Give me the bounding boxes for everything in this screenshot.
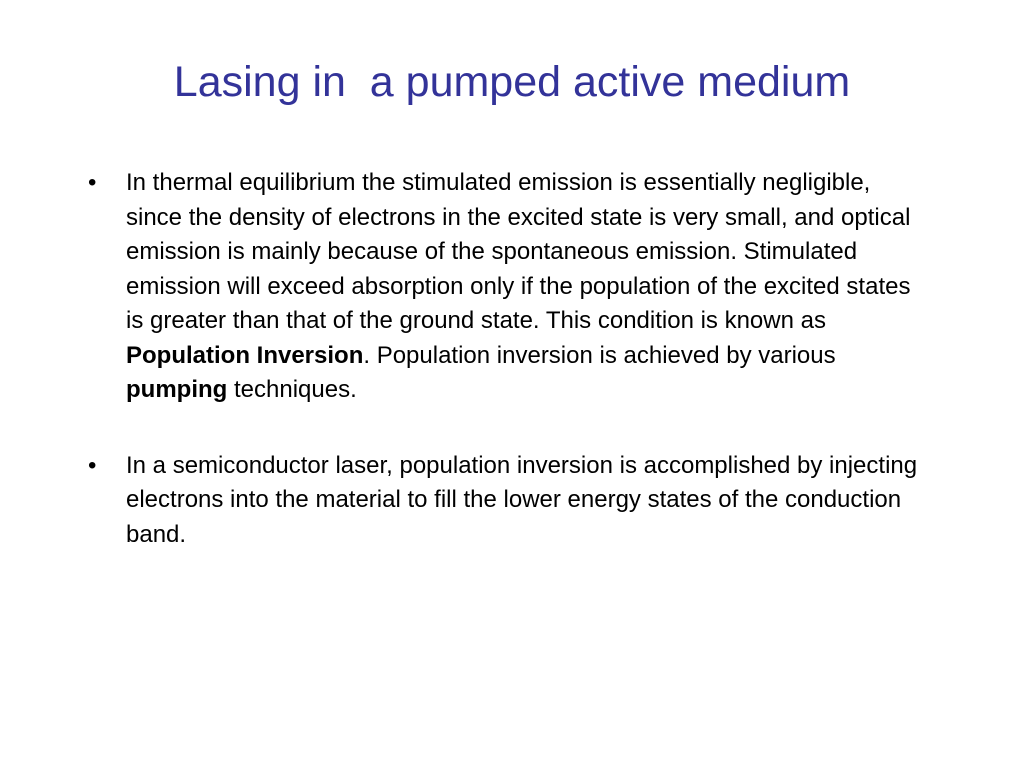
bullet-text-continued: . Population inversion is achieved by various xyxy=(363,341,836,369)
bold-term-pumping: pumping xyxy=(126,376,228,403)
bullet-point-icon: • xyxy=(88,169,97,196)
bullet-point-icon: • xyxy=(88,451,97,479)
bullet-list xyxy=(88,166,928,552)
bullet-item-thermal-equilibrium xyxy=(88,166,928,408)
bullet-text: In a semiconductor laser, population inversion is accomplished by injecting electrons into the material to fill the lower energy states of the conduction band. xyxy=(126,451,918,548)
bold-term-population-inversion: Population Inversion xyxy=(126,341,364,369)
bullet-text-end: techniques. xyxy=(227,376,357,403)
bullet-text: In thermal equilibrium the stimulated emission is essentially negligible, since the density of electrons in the excited state is very small, and optical emission is mainly because of the spontaneous emission. Stimulated emission will exceed absorption only if the population of the excited states is greater than that of the ground state. This condition is known as xyxy=(126,169,911,334)
bullet-item-semiconductor-laser xyxy=(88,449,928,553)
slide-title: Lasing in a pumped active medium xyxy=(173,58,851,106)
